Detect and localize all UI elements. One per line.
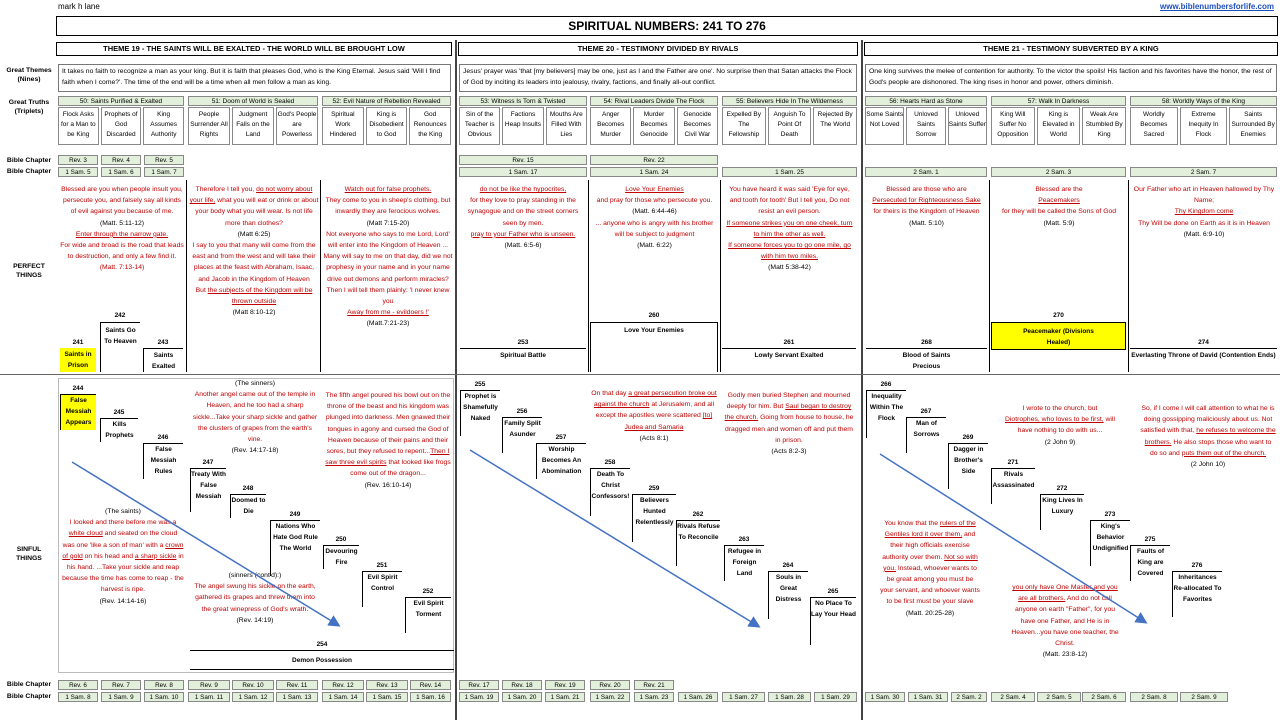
step-242: Saints Go To Heaven (100, 322, 140, 372)
chapter-sam: 2 Sam. 4 (991, 692, 1035, 702)
sinful-verse-c: (sinners (cont'd):) The angel swung his sickle on the earth, gathered its grapes and threw them into the great winepress of God's wrath. (Rev. 14:19) (194, 572, 316, 624)
num-247: 247 (202, 459, 214, 466)
chapter-rev: Rev. 8 (144, 680, 184, 690)
label-bible-chapter: Bible Chapter (6, 168, 52, 175)
triplet-57: 57: Walk In Darkness (991, 96, 1126, 106)
step-246: False Messiah Rules (143, 443, 183, 479)
step-263: Refugee in Foreign Land (724, 545, 764, 581)
step-256: Family Split Asunder (502, 417, 542, 453)
chapter-sam: 1 Sam. 24 (590, 167, 718, 177)
num-241: 241 (72, 339, 84, 346)
theme-20-title: THEME 20 - TESTIMONY DIVIDED BY RIVALS (458, 42, 858, 56)
verse-block-8: Blessed are the Peacemakers for they will be called the Sons of God (Matt. 5:9) (1001, 186, 1117, 227)
num-260: 260 (648, 312, 660, 319)
chapter-sam: 2 Sam. 1 (865, 167, 987, 177)
truth-cell: Rejected By The World (813, 107, 857, 145)
label-text: PERFECT (13, 263, 45, 270)
truth-cell: Extreme Inequity In Flock (1180, 107, 1228, 145)
theme-21-title: THEME 21 - TESTIMONY SUBVERTED BY A KING (864, 42, 1278, 56)
step-252: Evil Spirit Torment (405, 597, 451, 633)
truth-cell: Murder Becomes Genocide (633, 107, 674, 145)
num-263: 263 (738, 536, 750, 543)
step-245: Kills Prophets (100, 418, 138, 442)
step-248: Doomed to Die (230, 494, 266, 518)
chapter-sam: 1 Sam. 26 (678, 692, 718, 702)
num-275: 275 (1144, 536, 1156, 543)
chapter-rev: Rev. 21 (634, 680, 674, 690)
triplet-54: 54: Rival Leaders Divide The Flock (590, 96, 718, 106)
arrow-theme-19 (72, 462, 338, 625)
chapter-sam: 1 Sam. 8 (58, 692, 98, 702)
chapter-rev: Rev. 11 (276, 680, 318, 690)
step-247: Treaty With False Messiah (190, 468, 226, 512)
num-254: 254 (316, 641, 328, 648)
sinful-verse-b: (The saints) I looked and there before me was a white cloud and seated on the cloud was one 'like a son of man' with a crown of gold on his head and a sharp sickle in his hand. ...Take your sickle and reap because the time has come to reap - the harvest is ripe. (Rev. 14:14-16) (62, 508, 184, 605)
step-257: Worship Becomes An Abomination (536, 443, 586, 479)
theme-19-title: THEME 19 - THE SAINTS WILL BE EXALTED - THE WORLD WILL BE BROUGHT LOW (56, 42, 452, 56)
step-261: Lowly Servant Exalted (722, 348, 856, 372)
chapter-sam: 1 Sam. 22 (590, 692, 630, 702)
chapter-rev: Rev. 14 (410, 680, 451, 690)
label-text: Great Truths (8, 99, 50, 106)
chapter-sam: 1 Sam. 5 (58, 167, 98, 177)
triplet-52: 52: Evil Nature of Rebellion Revealed (322, 96, 451, 106)
chapter-rev: Rev. 19 (545, 680, 585, 690)
chapter-rev: Rev. 4 (101, 155, 141, 165)
step-241: Saints in Prison (60, 348, 96, 372)
label-text: THINGS (16, 272, 42, 279)
verse-block-6: You have heard it was said 'Eye for eye, and tooth for tooth' But I tell you, Do not resist an evil person. If someone strikes you on one cheek, turn to him the other as well. If someone forces you to go one mile, go with him two miles. (Matt 5:38-42) (726, 186, 853, 272)
chapter-sam: 2 Sam. 3 (991, 167, 1126, 177)
theme-19-desc: It takes no faith to recognize a man as your king. But it is faith that pleases God, who is the King Eternal. Jesus said 'Will I find faith when I come?'. The time of the end will be a time when all men follow a man as king. (58, 64, 451, 92)
chapter-sam: 1 Sam. 11 (188, 692, 230, 702)
chapter-sam: 2 Sam. 6 (1082, 692, 1126, 702)
sinful-verse-i: You know that the rulers of the Gentiles lord it over them, and their high officials exercise authority over them. Not so with you. Instead, whoever wants to be great among you must be your servant, and whoever wants to be first must be your slave (Matt. 20:25-28) (880, 520, 980, 617)
label-text: THINGS (16, 555, 42, 562)
truth-cell: King Will Suffer No Opposition (991, 107, 1035, 145)
num-245: 245 (113, 409, 125, 416)
step-251: Evil Spirit Control (362, 571, 402, 607)
step-258: Death To Christ Confessors! (590, 468, 630, 516)
label-text: (Triplets) (14, 108, 44, 115)
label-text: SINFUL (16, 546, 42, 553)
chapter-sam: 1 Sam. 29 (814, 692, 857, 702)
chapter-sam: 1 Sam. 9 (101, 692, 141, 702)
chapter-sam: 1 Sam. 28 (768, 692, 811, 702)
num-256: 256 (516, 408, 528, 415)
arrow-theme-21 (880, 454, 1145, 622)
num-258: 258 (604, 459, 616, 466)
chapter-sam: 1 Sam. 31 (908, 692, 948, 702)
num-274: 274 (1198, 339, 1209, 346)
step-271: Rivals Assassinated (991, 468, 1035, 504)
num-248: 248 (242, 485, 254, 492)
truth-cell: God's People are Powerless (276, 107, 318, 145)
truth-cell: Unloved Saints Suffer (948, 107, 987, 145)
step-276: Inheritances Re-allocated To Favorites (1172, 571, 1222, 617)
label-text: (Nines) (17, 76, 41, 83)
truth-cell: Flock Asks for a Man to be King (58, 107, 99, 145)
chapter-sam: 1 Sam. 19 (459, 692, 499, 702)
num-270: 270 (1053, 312, 1064, 319)
num-261: 261 (783, 339, 795, 346)
num-262: 262 (692, 511, 704, 518)
num-255: 255 (474, 381, 486, 388)
truth-cell: People Surrender All Rights (188, 107, 230, 145)
chapter-sam: 2 Sam. 7 (1130, 167, 1277, 177)
chapter-rev: Rev. 22 (590, 155, 718, 165)
num-252: 252 (422, 588, 434, 595)
chapter-rev: Rev. 17 (459, 680, 499, 690)
truth-cell: King is Elevated in World (1037, 107, 1081, 145)
num-268: 268 (921, 339, 932, 346)
author: mark h lane (58, 2, 100, 11)
step-266: Inequality Within The Flock (866, 390, 906, 438)
truth-cell: Judgment Falls on the Land (232, 107, 274, 145)
verse-block-5: Love Your Enemies and pray for those who persecute you. (Matt. 6:44-46) ... anyone who is angry with his brother will be subject to judgment (Matt. 6:22) (595, 186, 714, 250)
chapter-sam: 1 Sam. 25 (722, 167, 857, 177)
num-273: 273 (1104, 511, 1116, 518)
sinful-verse-j: you only have One Master and you are all brothers. And do not call anyone on earth "Father", for you have one Father, and He is in Heaven...you have one teacher, the Christ. (Matt. 23:8-12) (1011, 584, 1119, 659)
step-275: Faults of King are Covered (1130, 545, 1170, 581)
chapter-sam: 1 Sam. 27 (722, 692, 765, 702)
step-272: King Lives In Luxury (1040, 494, 1084, 530)
triplet-53: 53: Witness Is Torn & Twisted (459, 96, 587, 106)
truth-cell: Saints Surrounded By Enemies (1229, 107, 1277, 145)
verse-block-9: Our Father who art in Heaven hallowed by Thy Name; Thy Kingdom come Thy Will be done on Earth as it is in Heaven (Matt. 6:9-10) (1133, 186, 1275, 238)
chapter-sam: 1 Sam. 15 (366, 692, 408, 702)
chapter-sam: 1 Sam. 20 (502, 692, 542, 702)
truth-cell: Worldly Becomes Sacred (1130, 107, 1178, 145)
num-257: 257 (555, 434, 567, 441)
chapter-sam: 1 Sam. 23 (634, 692, 674, 702)
step-254: Demon Possession (190, 650, 454, 670)
num-265: 265 (827, 588, 839, 595)
num-271: 271 (1007, 459, 1019, 466)
chapter-sam: 1 Sam. 12 (232, 692, 274, 702)
truth-cell: Some Saints Not Loved (865, 107, 904, 145)
chapter-sam: 1 Sam. 13 (276, 692, 318, 702)
chapter-rev: Rev. 6 (58, 680, 98, 690)
chapter-rev: Rev. 20 (590, 680, 630, 690)
triplet-50: 50: Saints Purified & Exalted (58, 96, 184, 106)
chapter-sam: 1 Sam. 30 (865, 692, 905, 702)
site-link[interactable]: www.biblenumbersforlife.com (1160, 2, 1274, 11)
truth-cell: King is Disobedient to God (366, 107, 408, 145)
truth-cell: Mouths Are Filled With Lies (546, 107, 587, 145)
step-249: Nations Who Hate God Rule The World (270, 520, 320, 576)
num-253: 253 (517, 339, 529, 346)
chapter-sam: 2 Sam. 2 (951, 692, 987, 702)
num-269: 269 (962, 434, 974, 441)
step-244: False Messiah Appears (60, 394, 96, 430)
verse-block-1: Blessed are you when people insult you, persecute you, and falsely say all kinds of evil against you because of me. (Matt. 5:11-12) Enter through the narrow gate. For wide and broad is the road that leads to destruction, and only a few find it. (Matt. 7:13-14) (60, 186, 184, 272)
chapter-rev: Rev. 18 (502, 680, 542, 690)
truth-cell: Anguish To Point Of Death (768, 107, 812, 145)
truth-cell: King Assumes Authority (143, 107, 184, 145)
verse-block-2: Therefore I tell you, do not worry about your life, what you will eat or drink or about your body what you will wear. Is not life more than clothes? (Matt 6:25) I say to you that many will come from the east and from the west and will take their places at the feast with Abraham, Isaac, and Jacob in the Kingdom of Heaven But the subjects of the Kingdom will be thrown outside (Matt 8:10-12) (189, 186, 319, 317)
triplet-55: 55: Believers Hide In The Wilderness (722, 96, 857, 106)
theme-21-desc: One king survives the melee of contention for authority. To the victor the spoils! His faction and his favorites have the honor, the rest of God's people are dishonored. The king rises in honor and power, others diminish. (865, 64, 1277, 92)
label-bible-chapter: Bible Chapter (6, 157, 52, 164)
sinful-verse-d: The fifth angel poured his bowl out on the throne of the beast and his kingdom was plunged into darkness. Men gnawed their tongues in agony and cursed the God of Heaven because of their pains and their sores, but they refused to repent...Then I saw three evil spirits that looked like frogs come out of the dragon... (Rev. 16:10-14) (325, 392, 451, 489)
chapter-sam: 2 Sam. 9 (1180, 692, 1228, 702)
step-255: Prophet is Shamefully Naked (460, 390, 500, 436)
num-244: 244 (72, 385, 84, 392)
sinful-verse-f: Godly men buried Stephen and mourned deeply for him. But Saul began to destroy the church. Going from house to house, he dragged men and women off and put them in prison. (Acts 8:2-3) (724, 392, 854, 456)
sinful-verse-h: So, if I come I will call attention to what he is doing gossipping maliciously about us. Not satisfied with that, he refuses to welcome the brothers. He also stops those who want to do so and puts them out of the church. (2 John 10) (1140, 405, 1276, 469)
chapter-rev: Rev. 13 (366, 680, 408, 690)
chapter-rev: Rev. 15 (459, 155, 587, 165)
chapter-sam: 1 Sam. 16 (410, 692, 451, 702)
chapter-sam: 1 Sam. 7 (144, 167, 184, 177)
truth-cell: Sin of the Teacher is Obvious (459, 107, 500, 145)
truth-cell: Unloved Saints Sorrow (906, 107, 945, 145)
chapter-sam: 1 Sam. 14 (322, 692, 364, 702)
chapter-rev: Rev. 7 (101, 680, 141, 690)
label-bible-chapter: Bible Chapter (6, 693, 52, 700)
step-270: Peacemaker (Divisions Healed) (991, 322, 1126, 350)
step-264: Souls in Great Distress (768, 571, 808, 619)
truth-cell: Genocide Becomes Civil War (677, 107, 718, 145)
arrow-theme-20 (470, 450, 758, 626)
label-text: Great Themes (6, 67, 52, 74)
num-276: 276 (1191, 562, 1203, 569)
num-243: 243 (157, 339, 169, 346)
truth-cell: Prophets of God Discarded (101, 107, 142, 145)
step-269: Dagger in Brother's Side (948, 443, 988, 489)
sinful-verse-e: On that day a great persecution broke out against the church at Jerusalem, and all except the apostles were scattered [to] Judea and Samaria (Acts 8:1) (591, 390, 717, 442)
verse-block-4: do not be like the hypocrites, for they love to pray standing in the synagogue and on the street corners seen by men. pray to your Father who is unseen. (Matt. 6:5-6) (467, 186, 579, 250)
num-242: 242 (114, 312, 126, 319)
step-268: Blood of Saints Precious (866, 348, 987, 372)
chapter-sam: 2 Sam. 8 (1130, 692, 1178, 702)
step-260: Love Your Enemies (590, 322, 718, 372)
step-259: Believers Hunted Relentlessly (632, 494, 676, 542)
label-bible-chapter: Bible Chapter (6, 681, 52, 688)
step-253: Spiritual Battle (460, 348, 586, 372)
chapter-rev: Rev. 10 (232, 680, 274, 690)
step-262: Rivals Refuse To Reconcile (676, 520, 720, 566)
sinful-verse-a: (The sinners) Another angel came out of the temple in Heaven, and he too had a sharp sickle...Take your sharp sickle and gather the clusters of grapes from the earth's vine. (Rev. 14:17-18) (192, 380, 318, 455)
num-272: 272 (1056, 485, 1068, 492)
truth-cell: Weak Are Stumbled By King (1082, 107, 1126, 145)
triplet-58: 58: Worldly Ways of the King (1130, 96, 1277, 106)
verse-block-3: Watch out for false prophets. They come to you in sheep's clothing, but inwardly they are ferocious wolves. (Matt 7:15-20) Not everyone who says to me Lord, Lord' will enter into the Kingdom of Heaven ... Many will say to me on that day, did we not prophesy in your name and in your name drive out demons and perform miracles? Then I will tell them plainly: 'I never knew you Away from me - evildoers !' (Matt.7:21-23) (323, 186, 453, 328)
chapter-sam: 1 Sam. 17 (459, 167, 587, 177)
chapter-sam: 2 Sam. 5 (1037, 692, 1081, 702)
chapter-rev: Rev. 3 (58, 155, 98, 165)
num-264: 264 (782, 562, 794, 569)
truth-cell: Factions Heap Insults (502, 107, 543, 145)
chapter-sam: 1 Sam. 21 (545, 692, 585, 702)
num-246: 246 (157, 434, 169, 441)
triplet-56: 56: Hearts Hard as Stone (865, 96, 987, 106)
triplet-51: 51: Doom of World is Sealed (188, 96, 318, 106)
chapter-sam: 1 Sam. 10 (144, 692, 184, 702)
step-265: No Place To Lay Your Head (810, 597, 856, 645)
num-250: 250 (335, 536, 347, 543)
chapter-sam: 1 Sam. 6 (101, 167, 141, 177)
num-251: 251 (376, 562, 388, 569)
step-267: Man of Sorrows (906, 417, 946, 453)
truth-cell: Spiritual Work Hindered (322, 107, 364, 145)
sinful-verse-g: I wrote to the church, but Diotrophes, who loves to be first, will have nothing to do with us... (2 John 9) (1005, 405, 1115, 446)
num-266: 266 (880, 381, 892, 388)
chapter-rev: Rev. 5 (144, 155, 184, 165)
truth-cell: Anger Becomes Murder (590, 107, 631, 145)
num-249: 249 (289, 511, 301, 518)
step-274: Everlasting Throne of David (Contention Ends) (1130, 348, 1277, 372)
chapter-rev: Rev. 12 (322, 680, 364, 690)
page-title: SPIRITUAL NUMBERS: 241 TO 276 (56, 16, 1278, 36)
num-267: 267 (920, 408, 932, 415)
step-243: Saints Exalted (143, 348, 183, 372)
step-250: Devouring Fire (323, 545, 359, 569)
truth-cell: Expelled By The Fellowship (722, 107, 766, 145)
num-259: 259 (648, 485, 660, 492)
verse-block-7: Blessed are those who are Persecuted for Righteousness Sake for theirs is the Kingdom of Heaven (Matt. 5:10) (872, 186, 981, 227)
theme-20-desc: Jesus' prayer was 'that [my believers] may be one, just as I and the Father are one'. No surprise then that Satan attacks the Flock of God by inciting its leaders into jealousy, rivalry, factions, and finally all-out conflict. (459, 64, 857, 92)
truth-cell: God Renounces the King (409, 107, 451, 145)
chapter-rev: Rev. 9 (188, 680, 230, 690)
step-273: King's Behavior Undignified (1090, 520, 1130, 566)
